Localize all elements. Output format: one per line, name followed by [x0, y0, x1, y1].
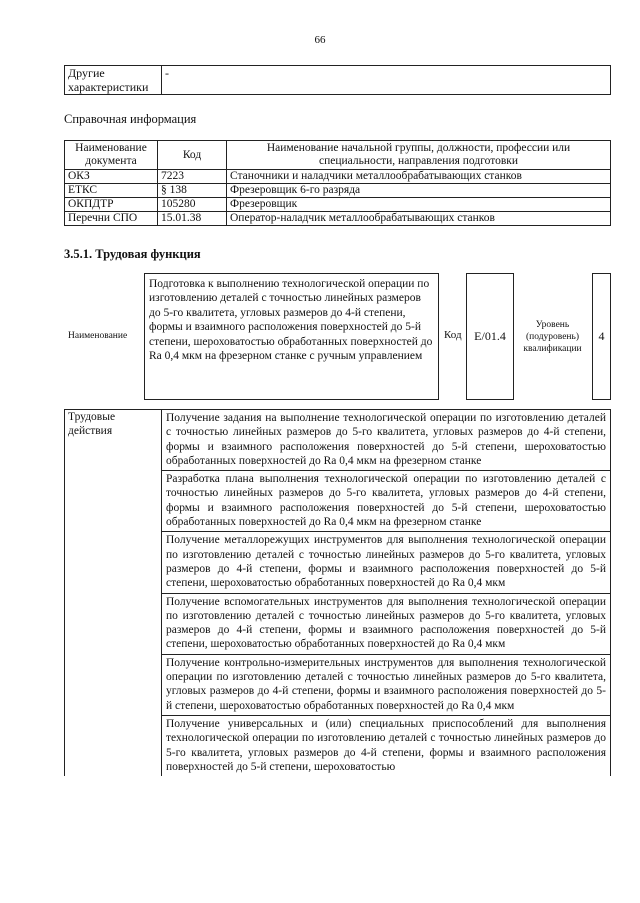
table-row	[65, 198, 611, 212]
action-item: Получение универсальных и (или) специальных приспособлений для выполнения технологической операции по изготовлению деталей с точностью линейных размеров до 5-го квалитета, угловых размеров до 4-й степени, формы и взаимного расположения поверхностей до 5-й степени, шероховатостью	[162, 715, 611, 776]
other-characteristics-label: Другие характеристики	[65, 66, 162, 95]
reference-table	[64, 140, 611, 226]
other-characteristics-table	[64, 65, 611, 95]
function-block	[64, 273, 611, 400]
function-name-value: Подготовка к выполнению технологической операции по изготовлению деталей с точностью линейных размеров до 5-го квалитета, угловых размеров до 4-й степени, формы и взаимного расположения поверхностей до 5-й степени, шероховатостью обработанных поверхностей до Ra 0,4 мкм на фрезерном станке с ручным управлением	[144, 273, 439, 400]
function-title: 3.5.1. Трудовая функция	[64, 247, 201, 261]
code-label: Код	[444, 329, 462, 341]
name-label: Наименование	[68, 331, 128, 341]
other-characteristics-value: -	[162, 66, 611, 95]
table-row	[65, 212, 611, 226]
code-value: E/01.4	[466, 273, 514, 400]
ref-code: 15.01.38	[158, 212, 227, 226]
ref-doc: ОКЗ	[65, 170, 158, 184]
action-item: Получение вспомогательных инструментов для выполнения технологической операции по изготовлению деталей с точностью линейных размеров до 5-го квалитета, угловых размеров до 4-й степени, формы и взаимного расположения поверхностей до 5-й степени, шероховатостью обработанных поверхностей до Ra 0,4 мкм	[162, 593, 611, 654]
reference-title: Справочная информация	[64, 112, 197, 126]
header-code: Код	[158, 141, 227, 170]
labor-actions-table	[64, 409, 611, 776]
table-header-row	[65, 141, 611, 170]
header-document: Наименование документа	[65, 141, 158, 170]
page-number: 66	[314, 34, 326, 46]
ref-name: Станочники и наладчики металлообрабатывающих станков	[227, 170, 611, 184]
ref-code: § 138	[158, 184, 227, 198]
ref-name: Фрезеровщик	[227, 198, 611, 212]
ref-name: Фрезеровщик 6-го разряда	[227, 184, 611, 198]
header-name: Наименование начальной группы, должности, профессии или специальности, направления подготовки	[227, 141, 611, 170]
ref-code: 7223	[158, 170, 227, 184]
table-row	[65, 184, 611, 198]
ref-name: Оператор-наладчик металлообрабатывающих станков	[227, 212, 611, 226]
level-value: 4	[592, 273, 611, 400]
ref-code: 105280	[158, 198, 227, 212]
ref-doc: Перечни СПО	[65, 212, 158, 226]
labor-actions-label: Трудовые действия	[65, 410, 162, 777]
action-item: Получение металлорежущих инструментов для выполнения технологической операции по изготовлению деталей с точностью линейных размеров до 5-го квалитета, угловых размеров до 4-й степени, формы и взаимного расположения поверхностей до 5-й степени, шероховатостью обработанных поверхностей до Ra 0,4 мкм	[162, 532, 611, 593]
ref-doc: ЕТКС	[65, 184, 158, 198]
action-item: Разработка плана выполнения технологической операции по изготовлению деталей с точностью линейных размеров до 5-го квалитета, угловых размеров до 4-й степени, формы и взаимного расположения поверхностей до 5-й степени, шероховатостью обработанных поверхностей до Ra 0,4 мкм на фрезерном станке	[162, 471, 611, 532]
level-label: Уровень (подуровень) квалификации	[523, 320, 582, 354]
action-item: Получение контрольно-измерительных инструментов для выполнения технологической операции по изготовлению деталей с точностью линейных размеров до 5-го квалитета, угловых размеров до 4-й степени, формы и взаимного расположения поверхностей до 5-й степени, шероховатостью обработанных поверхностей до Ra 0,4 мкм	[162, 654, 611, 715]
action-item: Получение задания на выполнение технологической операции по изготовлению деталей с точностью линейных размеров до 5-го квалитета, угловых размеров до 4-й степени, формы и взаимного расположения поверхностей до 5-й степени, шероховатостью обработанных поверхностей до Ra 0,4 мкм на фрезерном станке	[162, 410, 611, 471]
table-row	[65, 170, 611, 184]
table-row	[65, 410, 611, 471]
table-row	[65, 66, 611, 95]
ref-doc: ОКПДТР	[65, 198, 158, 212]
